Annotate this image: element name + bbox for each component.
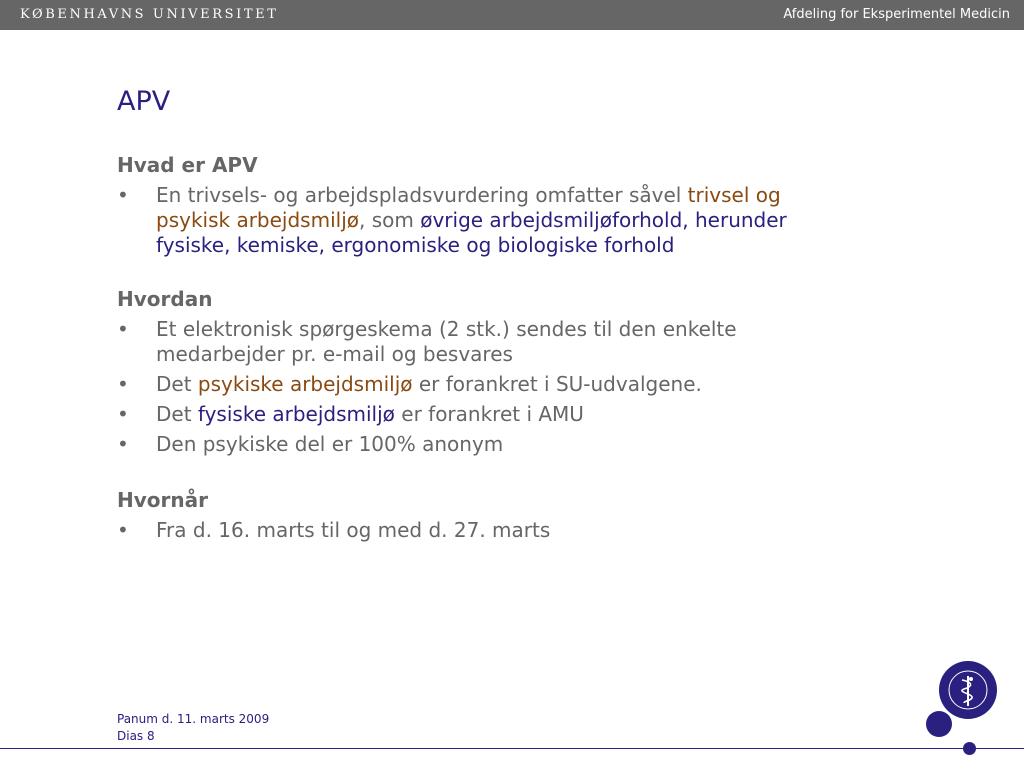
university-name: KØBENHAVNS UNIVERSITET bbox=[20, 7, 279, 22]
footer-slide-number: Dias 8 bbox=[117, 729, 155, 743]
bullet-item bbox=[117, 432, 857, 457]
bullet-text: Den psykiske del er 100% anonym bbox=[156, 432, 504, 456]
header-bar bbox=[0, 0, 1024, 30]
slide-content bbox=[117, 152, 857, 543]
highlight-psychosocial: trivsel og psykisk arbejdsmiljø bbox=[156, 183, 781, 232]
section-heading-how: Hvordan bbox=[117, 287, 213, 311]
footer-date: Panum d. 11. marts 2009 bbox=[117, 712, 270, 726]
highlight-physical: fysiske arbejdsmiljø bbox=[197, 402, 395, 426]
bullet-list-when bbox=[117, 518, 857, 543]
bullet-item bbox=[117, 518, 857, 543]
highlight-other-conditions: øvrige arbejdsmiljøforhold, herunder fysiske, kemiske, ergonomiske og biologiske forhold bbox=[156, 208, 787, 257]
bullet-text: , som bbox=[359, 208, 421, 232]
bullet-text: En trivsels- og arbejdspladsvurdering omfatter såvel bbox=[156, 183, 688, 207]
bullet-icon: • bbox=[117, 372, 129, 396]
bullet-item bbox=[117, 317, 857, 367]
university-seal-icon bbox=[938, 660, 998, 720]
bullet-icon: • bbox=[117, 402, 129, 426]
department-name: Afdeling for Eksperimentel Medicin bbox=[783, 7, 1010, 22]
bullet-text: er forankret i AMU bbox=[394, 402, 584, 426]
bullet-list-how bbox=[117, 317, 857, 457]
bullet-icon: • bbox=[117, 183, 129, 207]
section-heading-when: Hvornår bbox=[117, 488, 208, 512]
footer-divider bbox=[0, 748, 1024, 749]
bullet-icon: • bbox=[117, 317, 129, 341]
slide-title: APV bbox=[117, 86, 171, 117]
bullet-icon: • bbox=[117, 518, 129, 542]
bullet-item bbox=[117, 183, 857, 258]
bullet-icon: • bbox=[117, 432, 129, 456]
slide-footer bbox=[117, 711, 269, 745]
decorative-small-dot bbox=[963, 742, 976, 755]
bullet-item bbox=[117, 372, 857, 397]
bullet-text: Fra d. 16. marts til og med d. 27. marts bbox=[156, 518, 551, 542]
bullet-text: Det bbox=[156, 402, 198, 426]
highlight-psychosocial: psykiske arbejdsmiljø bbox=[197, 372, 413, 396]
section-heading-what: Hvad er APV bbox=[117, 153, 258, 177]
bullet-item bbox=[117, 402, 857, 427]
bullet-text: er forankret i SU-udvalgene. bbox=[412, 372, 702, 396]
bullet-text: Det bbox=[156, 372, 198, 396]
bullet-text: Et elektronisk spørgeskema (2 stk.) sendes til den enkelte medarbejder pr. e-mail og besvares bbox=[156, 317, 737, 366]
bullet-list-what bbox=[117, 183, 857, 258]
decorative-large-dot bbox=[926, 711, 952, 737]
